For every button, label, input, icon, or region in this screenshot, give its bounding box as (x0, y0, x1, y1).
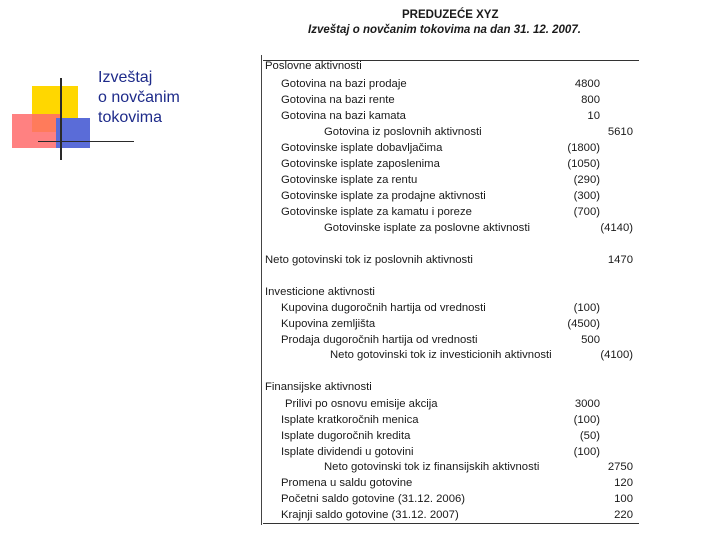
slide-title-line: o novčanim (98, 89, 180, 106)
row-total: 1470 (607, 254, 633, 266)
row-label: Gotovinske isplate za kamatu i poreze (281, 206, 472, 218)
row-label: Neto gotovinski tok iz investicionih aktivnosti (330, 349, 552, 361)
row-total: 5610 (607, 126, 633, 138)
statement-row (258, 58, 650, 74)
statement-subtitle: Izveštaj o novčanim tokovima na dan 31. 12. 2007. (308, 24, 581, 36)
statement-row (258, 140, 650, 156)
row-label: Prilivi po osnovu emisije akcija (285, 398, 438, 410)
slide-title-line: tokovima (98, 109, 163, 126)
row-amount: (100) (573, 414, 600, 426)
row-amount: 800 (581, 94, 600, 106)
statement-row (258, 332, 650, 348)
row-amount: (4500) (567, 318, 600, 330)
row-label: Neto gotovinski tok iz poslovnih aktivnosti (265, 254, 473, 266)
row-amount: (100) (573, 446, 600, 458)
row-label: Gotovina na bazi rente (281, 94, 395, 106)
row-amount: (300) (573, 190, 600, 202)
decor-red-square (12, 114, 60, 148)
statement-row (258, 284, 650, 300)
row-label: Gotovinske isplate zaposlenima (281, 158, 440, 170)
statement-row (258, 379, 650, 395)
slide-title (98, 68, 238, 128)
statement-row (258, 300, 650, 316)
row-label: Gotovina na bazi kamata (281, 110, 406, 122)
statement-row (258, 108, 650, 124)
row-label: Prodaja dugoročnih hartija od vrednosti (281, 334, 478, 346)
row-label: Gotovinske isplate za poslovne aktivnosti (324, 222, 530, 234)
statement-row (258, 444, 650, 460)
row-label: Finansijske aktivnosti (265, 381, 372, 393)
row-label: Investicione aktivnosti (265, 286, 375, 298)
row-label: Krajnji saldo gotovine (31.12. 2007) (281, 509, 459, 521)
statement-row (258, 347, 650, 363)
row-label: Kupovina zemljišta (281, 318, 376, 330)
row-amount: 3000 (574, 398, 600, 410)
row-label: Gotovina iz poslovnih aktivnosti (324, 126, 482, 138)
row-label: Gotovinske isplate za prodajne aktivnosti (281, 190, 486, 202)
statement-row (258, 220, 650, 236)
row-label: Promena u saldu gotovine (281, 477, 413, 489)
statement-row (258, 188, 650, 204)
row-label: Gotovina na bazi prodaje (281, 78, 407, 90)
row-label: Poslovne aktivnosti (265, 60, 362, 72)
statement-row (258, 491, 650, 507)
row-amount: (1800) (567, 142, 600, 154)
statement-row (258, 156, 650, 172)
decor-vertical-line (60, 78, 62, 160)
row-amount: (1050) (567, 158, 600, 170)
statement-bottom-rule (263, 523, 639, 524)
row-label: Isplate kratkoročnih menica (281, 414, 419, 426)
row-label: Isplate dugoročnih kredita (281, 430, 411, 442)
decor-horizontal-line (38, 141, 134, 142)
statement-company: PREDUZEĆE XYZ (402, 9, 499, 21)
row-label: Gotovinske isplate dobavljačima (281, 142, 443, 154)
statement-row (258, 124, 650, 140)
statement-row (258, 204, 650, 220)
row-total: 120 (614, 477, 633, 489)
row-total: 220 (614, 509, 633, 521)
row-label: Neto gotovinski tok iz finansijskih aktivnosti (324, 461, 540, 473)
row-amount: 500 (581, 334, 600, 346)
row-label: Kupovina dugoročnih hartija od vrednosti (281, 302, 486, 314)
statement-row (258, 92, 650, 108)
row-label: Početni saldo gotovine (31.12. 2006) (281, 493, 466, 505)
row-label: Isplate dividendi u gotovini (281, 446, 414, 458)
row-amount: 4800 (574, 78, 600, 90)
statement-row (258, 316, 650, 332)
slide-title-line: Izveštaj (98, 69, 153, 86)
statement-row (258, 396, 650, 412)
row-amount: (700) (573, 206, 600, 218)
statement-row (258, 507, 650, 523)
statement-row (258, 76, 650, 92)
cash-flow-statement (258, 0, 650, 540)
statement-row (258, 172, 650, 188)
row-total: 100 (614, 493, 633, 505)
statement-row (258, 475, 650, 491)
statement-row (258, 428, 650, 444)
statement-row (258, 459, 650, 475)
statement-row (258, 252, 650, 268)
row-amount: (290) (573, 174, 600, 186)
row-amount: (100) (573, 302, 600, 314)
row-total: (4140) (600, 222, 633, 234)
row-label: Gotovinske isplate za rentu (281, 174, 418, 186)
row-amount: (50) (579, 430, 600, 442)
row-total: 2750 (607, 461, 633, 473)
row-total: (4100) (600, 349, 633, 361)
statement-row (258, 412, 650, 428)
row-amount: 10 (587, 110, 600, 122)
